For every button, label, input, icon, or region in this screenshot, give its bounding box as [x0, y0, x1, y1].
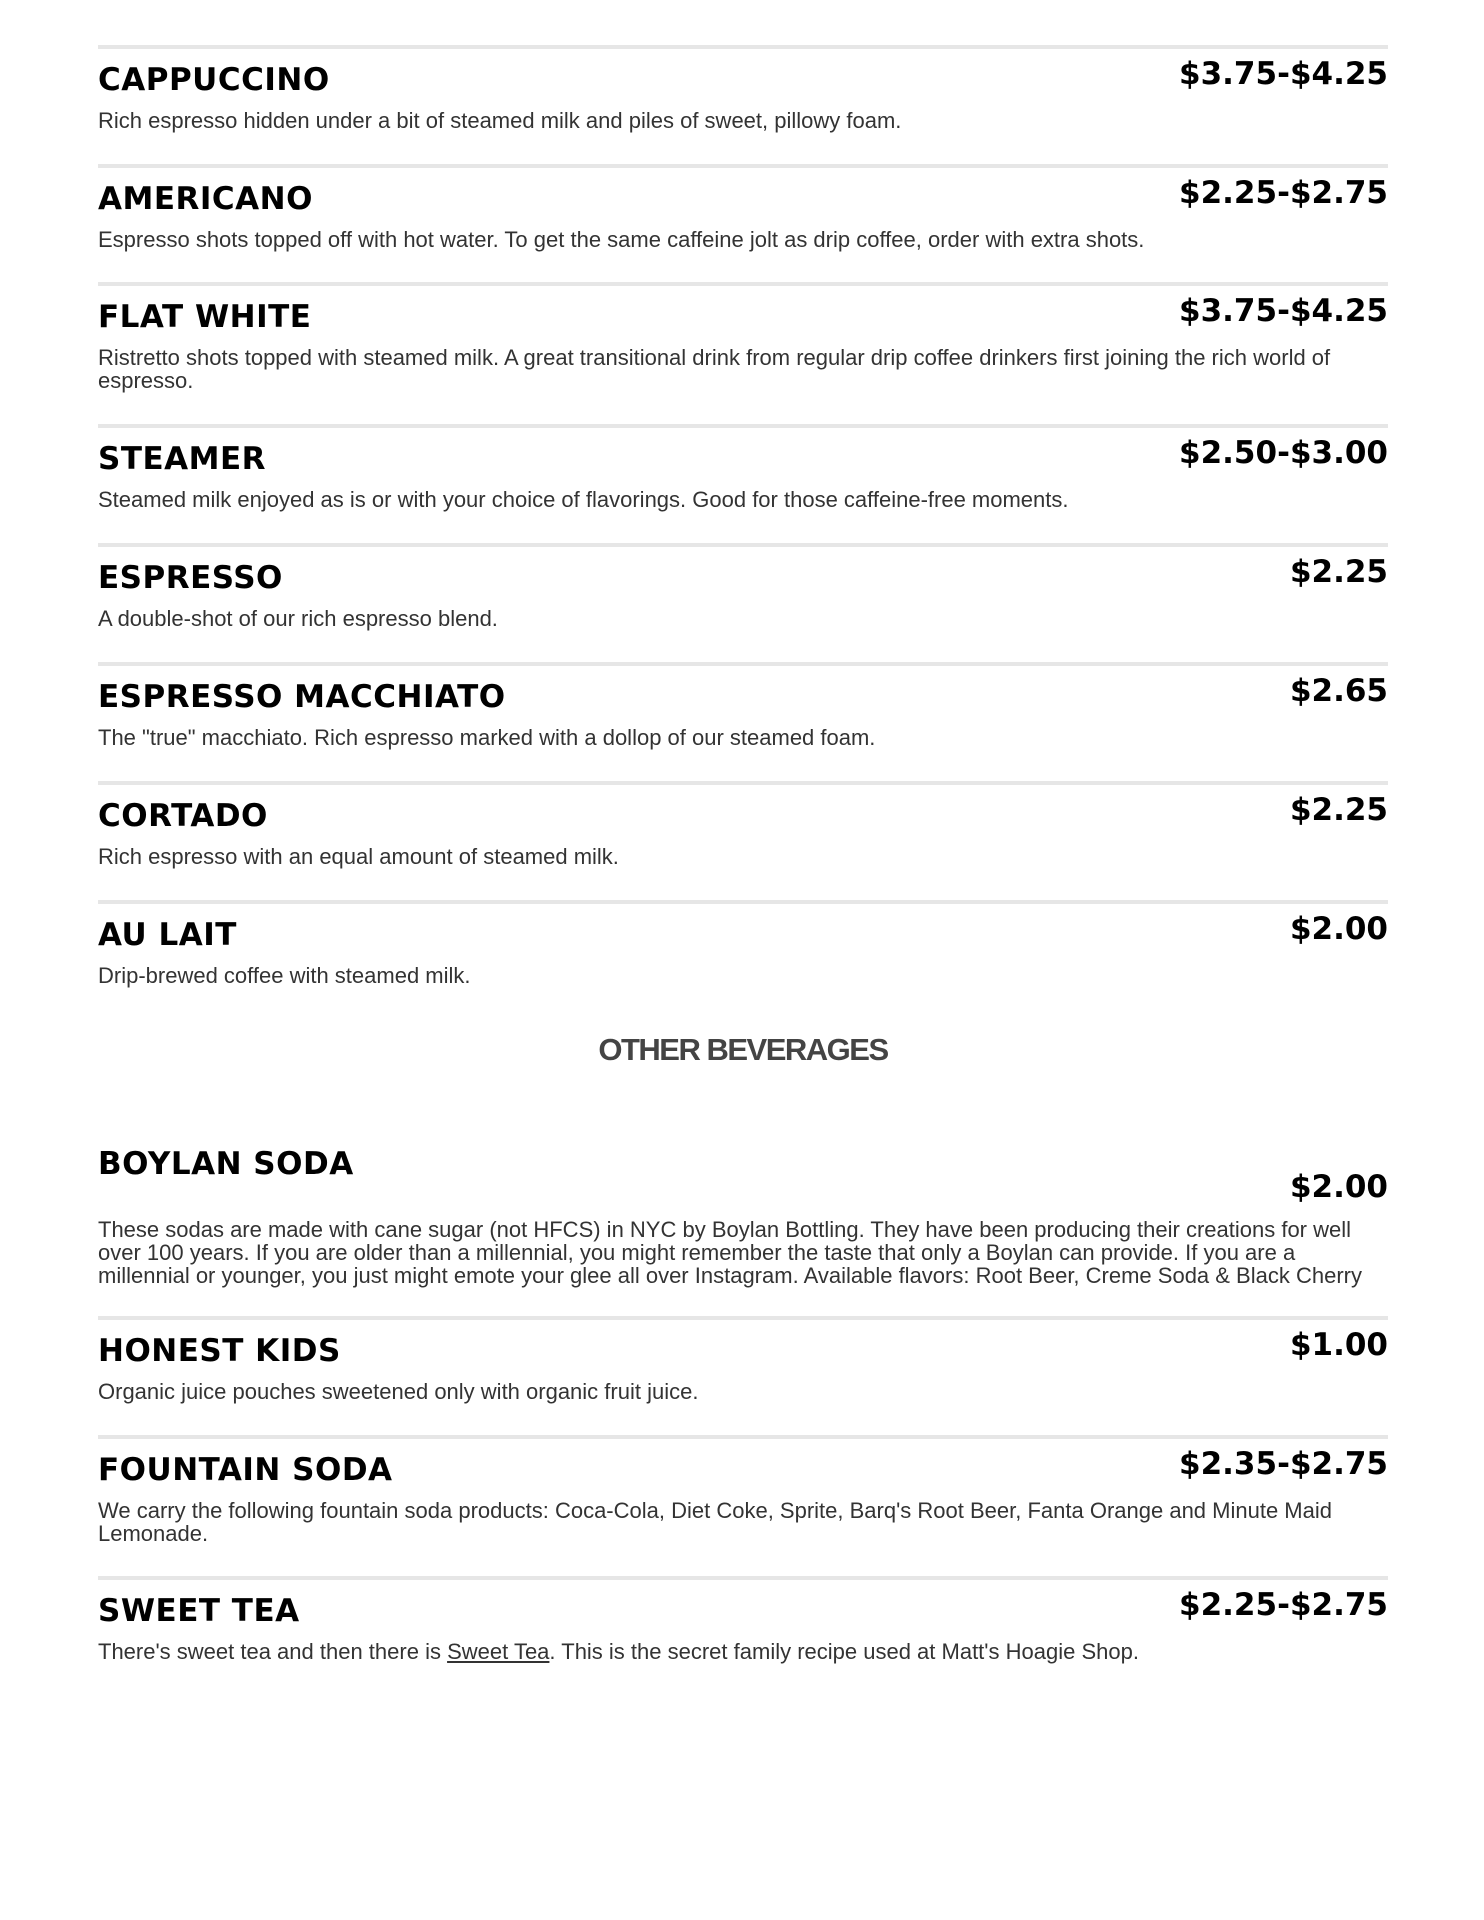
menu-item-name: STEAMER: [98, 441, 267, 477]
menu-item-cortado: [98, 781, 1388, 900]
menu-item-name: SWEET TEA: [98, 1593, 300, 1629]
menu-item-description: Rich espresso with an equal amount of steamed milk.: [98, 844, 619, 869]
menu-item-price: $2.25-$2.75: [1179, 1587, 1388, 1623]
menu-item-name: AU LAIT: [98, 917, 237, 953]
menu-item-honest-kids: [98, 1316, 1388, 1435]
menu-item-name: CAPPUCCINO: [98, 62, 330, 98]
menu-item-header: [98, 168, 1388, 215]
menu-item-name: ESPRESSO: [98, 560, 283, 596]
menu-item-header: [98, 1580, 1388, 1627]
menu-item-name: FOUNTAIN SODA: [98, 1452, 393, 1488]
menu-item-fountain-soda: [98, 1435, 1388, 1576]
menu-item-header: [98, 1134, 1388, 1205]
menu-item-header: [98, 286, 1388, 333]
menu-item-description: Drip-brewed coffee with steamed milk.: [98, 963, 471, 988]
menu-item-espresso: [98, 543, 1388, 662]
menu-item-header: [98, 49, 1388, 96]
menu-item-description: [98, 1640, 1388, 1663]
menu-page: [98, 45, 1388, 1680]
menu-item-header: [98, 904, 1388, 951]
menu-item-name: HONEST KIDS: [98, 1333, 341, 1369]
menu-item-description: Ristretto shots topped with steamed milk. A great transitional drink from regular drip coffee drinkers first joining the rich world of espresso.: [98, 345, 1331, 393]
menu-item-price: $2.00: [1289, 911, 1388, 947]
menu-item-description: The "true" macchiato. Rich espresso marked with a dollop of our steamed foam.: [98, 725, 876, 750]
menu-item-price: $1.00: [1289, 1327, 1388, 1363]
menu-item-description: Steamed milk enjoyed as is or with your choice of flavorings. Good for those caffeine-free moments.: [98, 487, 1069, 512]
menu-item-price: $2.25: [1289, 792, 1388, 828]
menu-item-price: $2.00: [1289, 1169, 1388, 1205]
menu-item-description: We carry the following fountain soda products: Coca-Cola, Diet Coke, Sprite, Barq's Root Beer, Fanta Orange and Minute Maid Lemonade.: [98, 1498, 1332, 1546]
menu-item-price: $2.35-$2.75: [1179, 1446, 1388, 1482]
sweet-tea-link[interactable]: Sweet Tea: [447, 1639, 550, 1664]
section-title-other-beverages: OTHER BEVERAGES: [598, 1032, 888, 1067]
menu-item-name: CORTADO: [98, 798, 268, 834]
menu-item-americano: [98, 164, 1388, 282]
menu-item-flat-white: [98, 282, 1388, 424]
menu-item-boylan-soda: [98, 1134, 1388, 1316]
menu-item-cappuccino: [98, 45, 1388, 164]
menu-item-header: [98, 785, 1388, 832]
menu-item-header: [98, 1439, 1388, 1486]
menu-item-price: $3.75-$4.25: [1179, 56, 1388, 92]
menu-item-header: [98, 547, 1388, 594]
menu-item-price: $3.75-$4.25: [1179, 293, 1388, 329]
menu-item-steamer: [98, 424, 1388, 543]
menu-item-name: AMERICANO: [98, 181, 313, 217]
menu-item-description: Organic juice pouches sweetened only with organic fruit juice.: [98, 1379, 699, 1404]
menu-item-au-lait: [98, 900, 1388, 1034]
menu-item-price: $2.25-$2.75: [1179, 175, 1388, 211]
menu-item-name: ESPRESSO MACCHIATO: [98, 679, 506, 715]
menu-item-header: [98, 428, 1388, 475]
menu-item-description: Rich espresso hidden under a bit of steamed milk and piles of sweet, pillowy foam.: [98, 108, 902, 133]
menu-item-header: [98, 666, 1388, 713]
menu-item-sweet-tea: [98, 1576, 1388, 1680]
menu-item-description: These sodas are made with cane sugar (not HFCS) in NYC by Boylan Bottling. They have been producing their creations for well over 100 years. If you are older than a millennial, you might remember the taste that only a Boylan can provide. If you are a millennial or younger, you just might emote your glee all over Instagram. Available flavors: Root Beer, Creme Soda & Black Cherry: [98, 1217, 1362, 1288]
menu-item-description: A double-shot of our rich espresso blend.: [98, 606, 498, 631]
menu-item-description: Espresso shots topped off with hot water. To get the same caffeine jolt as drip coffee, order with extra shots.: [98, 227, 1145, 252]
menu-item-price: $2.50-$3.00: [1179, 435, 1388, 471]
menu-item-header: [98, 1320, 1388, 1367]
menu-item-price: $2.65: [1289, 673, 1388, 709]
description-text: . This is the secret family recipe used at Matt's Hoagie Shop.: [549, 1639, 1139, 1664]
menu-item-price: $2.25: [1289, 554, 1388, 590]
menu-item-name: FLAT WHITE: [98, 299, 312, 335]
menu-item-espresso-macchiato: [98, 662, 1388, 781]
menu-item-name: BOYLAN SODA: [98, 1146, 354, 1182]
description-text: There's sweet tea and then there is: [98, 1639, 448, 1664]
